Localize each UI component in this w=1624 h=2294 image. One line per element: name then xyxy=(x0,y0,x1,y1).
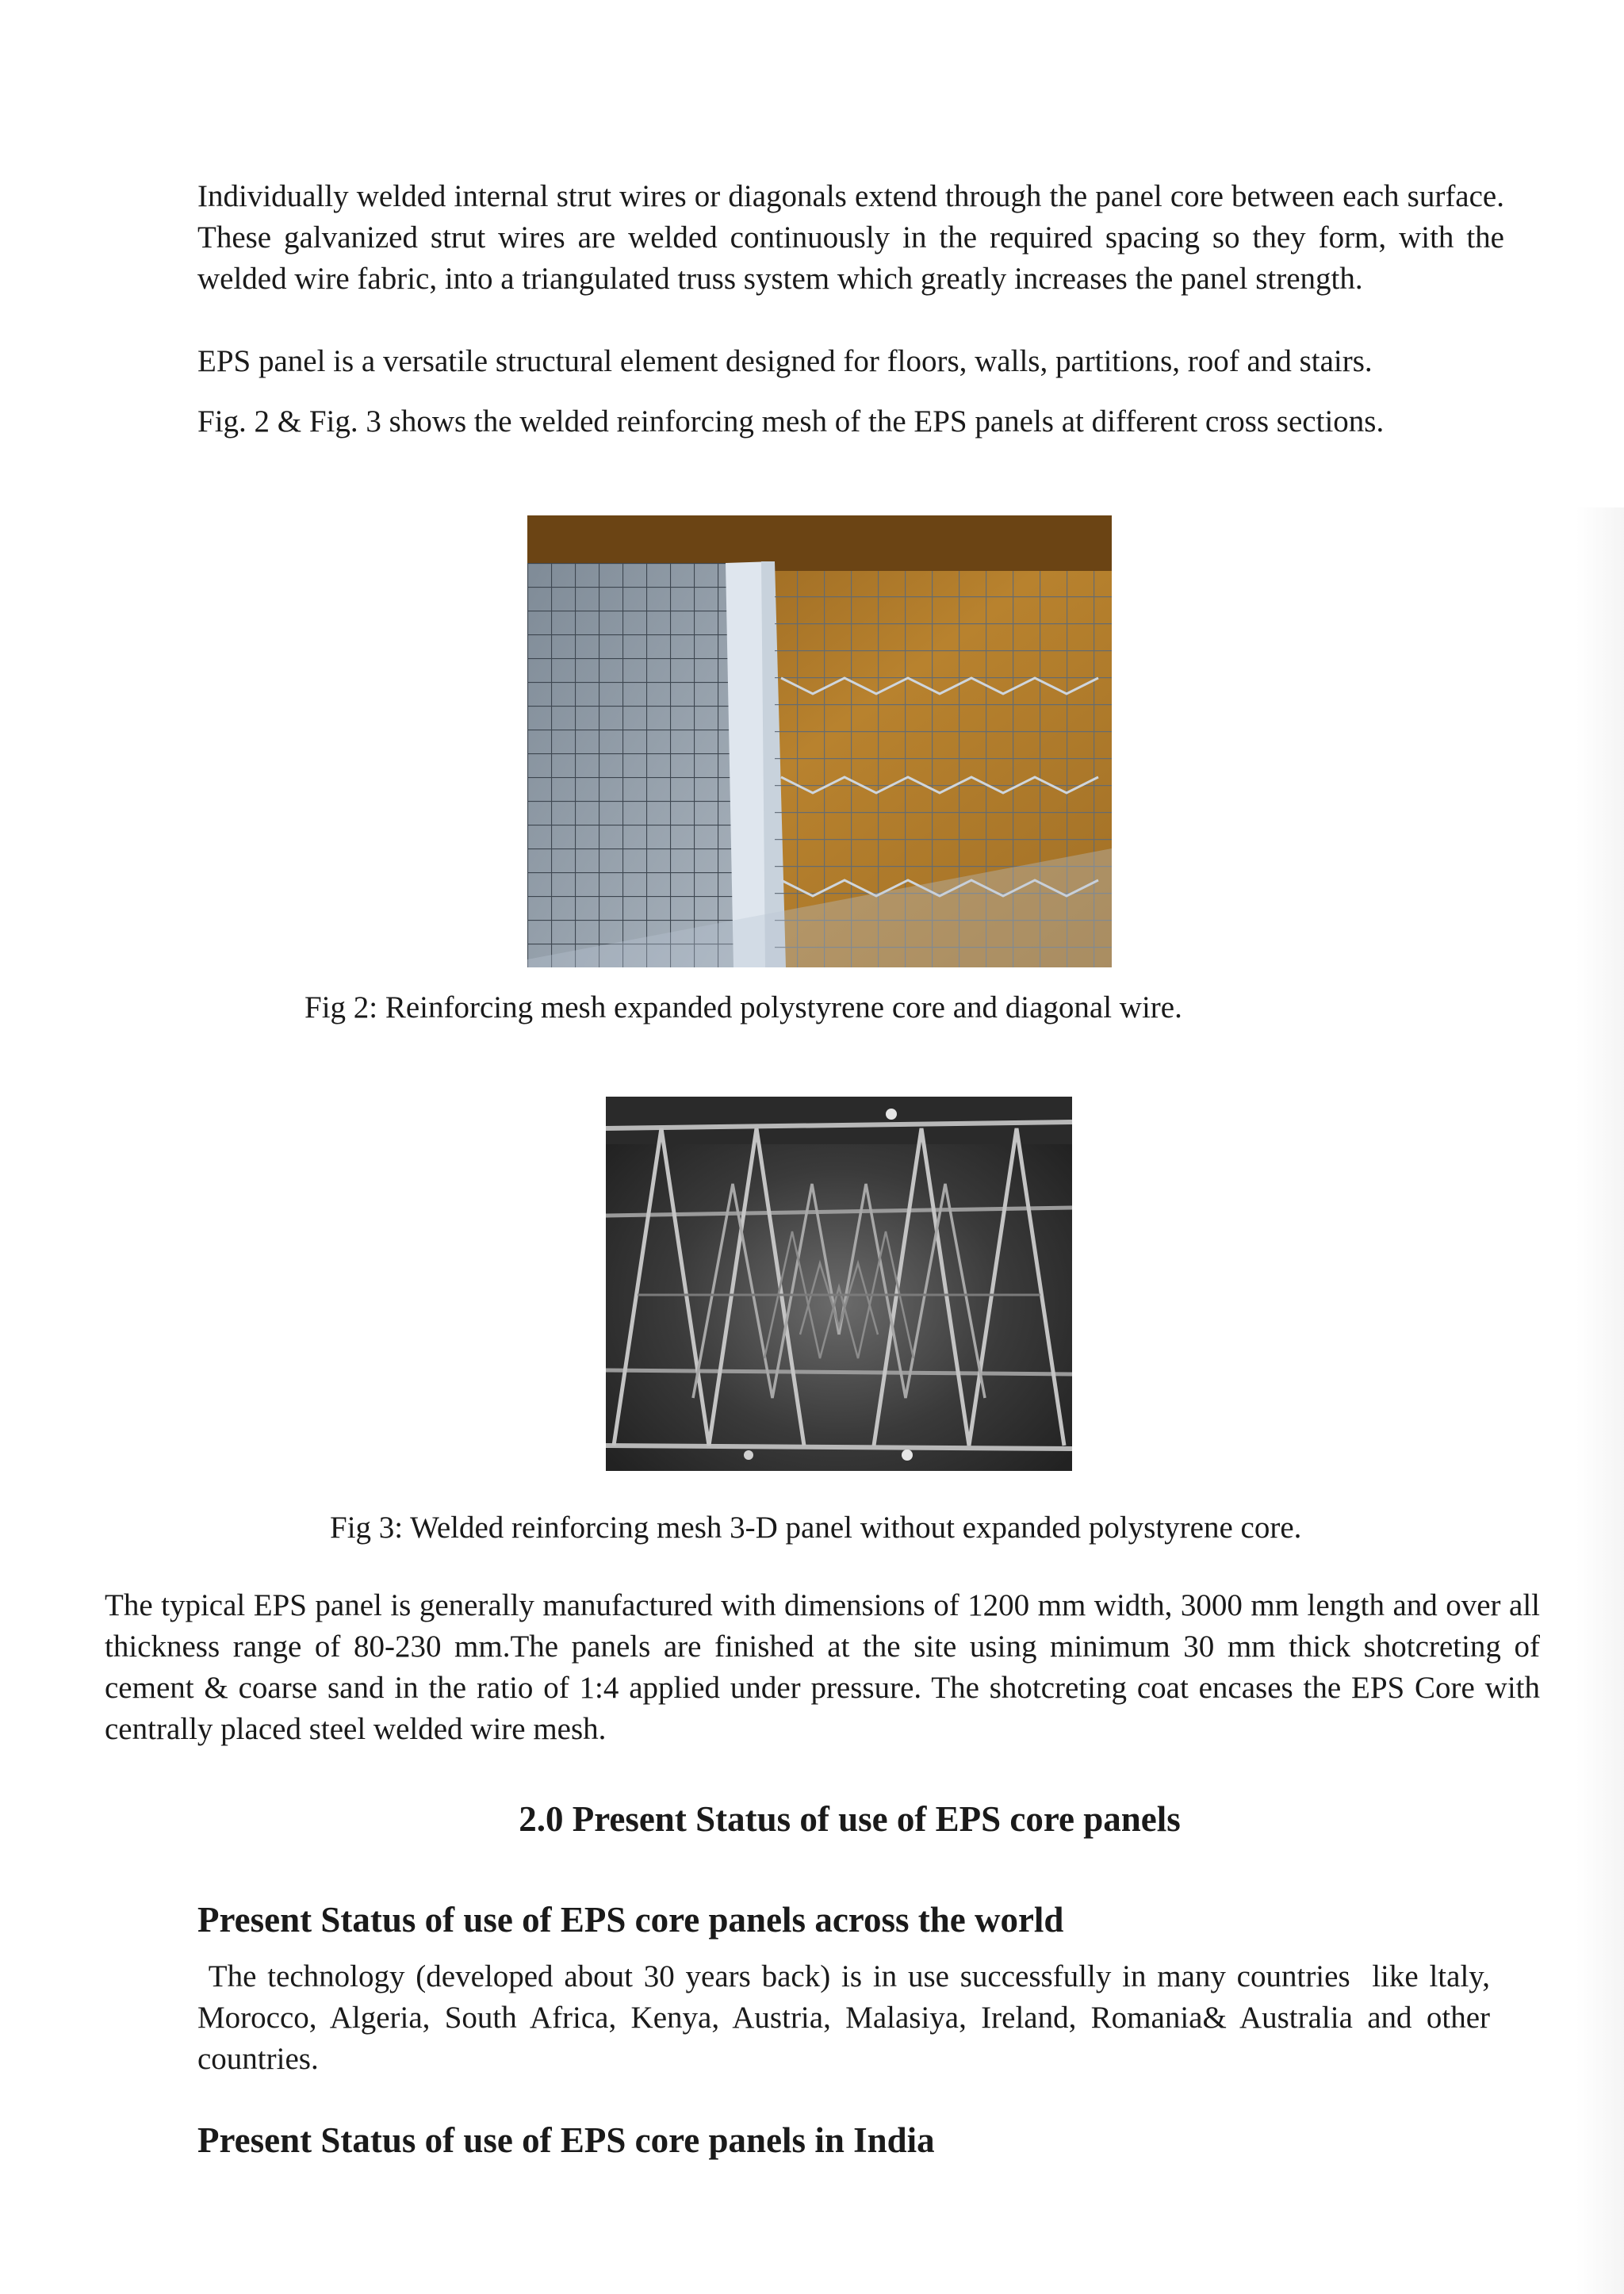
figure-2-caption: Fig 2: Reinforcing mesh expanded polystyrene core and diagonal wire. xyxy=(304,990,1182,1024)
figure-2-image xyxy=(527,515,1112,967)
section-heading-present-status: 2.0 Present Status of use of EPS core panels xyxy=(519,1799,1181,1839)
paragraph-world-usage: The technology (developed about 30 years back) is in use successfully in many countries like ltaly, Morocco, Algeria, South Africa, Kenya, Austria, Malasiya, Ireland, Romania& Australia and other countries. xyxy=(197,1959,1498,2076)
subheading-world: Present Status of use of EPS core panels across the world xyxy=(197,1900,1064,1940)
paragraph-panel-dimensions: The typical EPS panel is generally manufactured with dimensions of 1200 mm width, 3000 mm length and over all thickness range of 80-230 mm.The panels are finished at the site using minimum 30 mm thick shotcreting of cement & coarse sand in the ratio of 1:4 applied under pressure. The shotcreting coat encases the EPS Core with centrally placed steel welded wire mesh. xyxy=(105,1588,1540,1746)
figure-3-caption: Fig 3: Welded reinforcing mesh 3-D panel without expanded polystyrene core. xyxy=(330,1511,1302,1545)
subheading-india: Present Status of use of EPS core panels in India xyxy=(197,2120,935,2160)
figure-3-image xyxy=(606,1097,1072,1471)
page-edge-shadow xyxy=(1576,507,1624,2294)
paragraph-eps-versatile: EPS panel is a versatile structural element designed for floors, walls, partitions, roof and stairs. xyxy=(197,344,1373,378)
paragraph-figure-reference: Fig. 2 & Fig. 3 shows the welded reinforcing mesh of the EPS panels at different cross sections. xyxy=(197,404,1385,439)
paragraph-truss-description: Individually welded internal strut wires or diagonals extend through the panel core between each surface. These galvanized strut wires are welded continuously in the required spacing so they form, with the welded wire fabric, into a triangulated truss system which greatly increases the panel strength. xyxy=(197,179,1504,296)
